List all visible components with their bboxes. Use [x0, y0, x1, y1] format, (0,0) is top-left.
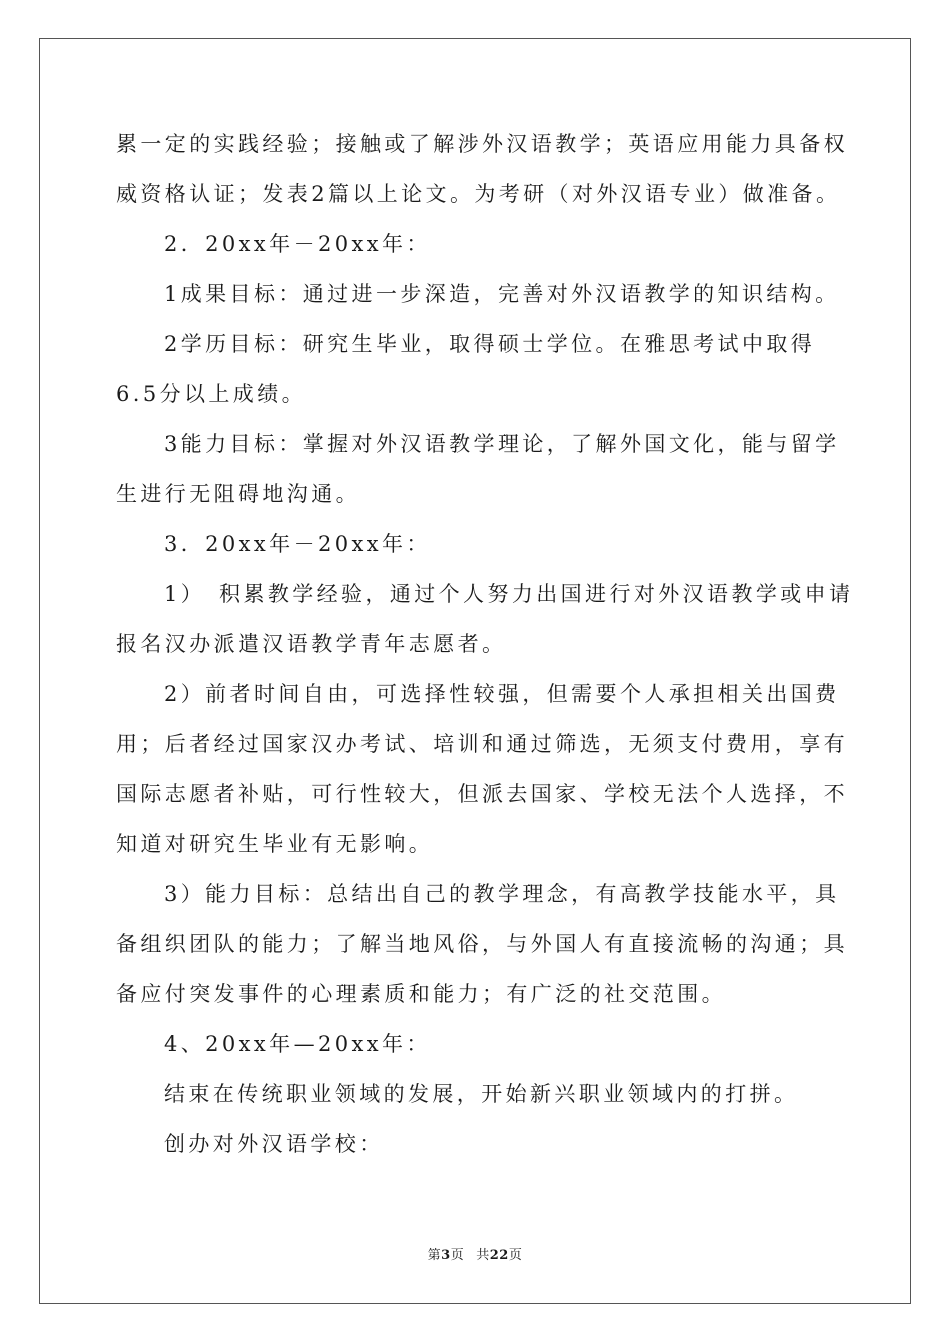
- total-prefix: 共: [476, 1248, 490, 1263]
- text-line: 威资格认证；发表2篇以上论文。为考研（对外汉语专业）做准备。: [116, 182, 841, 206]
- total-unit: 页: [508, 1248, 523, 1263]
- page-footer: [0, 1244, 950, 1263]
- page-prefix: 第: [427, 1248, 442, 1263]
- text-line: 备组织团队的能力；了解当地风俗，与外国人有直接流畅的沟通；具: [116, 932, 848, 956]
- text-line: 知道对研究生毕业有无影响。: [116, 832, 434, 856]
- section-heading: 4、20xx年—20xx年：: [164, 1032, 431, 1056]
- page-total: 22: [489, 1248, 509, 1263]
- text-line: 3能力目标：掌握对外汉语教学理论，了解外国文化，能与留学: [164, 432, 840, 456]
- section-heading: 3．20xx年－20xx年：: [164, 532, 431, 556]
- text-line: 2）前者时间自由，可选择性较强，但需要个人承担相关出国费: [164, 682, 840, 706]
- text-line: 累一定的实践经验；接触或了解涉外汉语教学；英语应用能力具备权: [116, 132, 848, 156]
- text-line: 创办对外汉语学校：: [164, 1132, 384, 1156]
- text-line: 备应付突发事件的心理素质和能力；有广泛的社交范围。: [116, 982, 726, 1006]
- text-line: 6.5分以上成绩。: [116, 382, 306, 406]
- text-line: 生进行无阻碍地沟通。: [116, 482, 360, 506]
- text-line: 结束在传统职业领域的发展，开始新兴职业领域内的打拼。: [164, 1082, 799, 1106]
- section-heading: 2．20xx年－20xx年：: [164, 232, 431, 256]
- text-line: 用；后者经过国家汉办考试、培训和通过筛选，无须支付费用，享有: [116, 732, 848, 756]
- text-line: 2学历目标：研究生毕业，取得硕士学位。在雅思考试中取得: [164, 332, 816, 356]
- text-line: 国际志愿者补贴，可行性较大，但派去国家、学校无法个人选择，不: [116, 782, 848, 806]
- page-unit: 页: [450, 1248, 465, 1263]
- text-line: 3）能力目标：总结出自己的教学理念，有高教学技能水平，具: [164, 882, 840, 906]
- page-current: 3: [441, 1248, 451, 1263]
- text-line: 报名汉办派遣汉语教学青年志愿者。: [116, 632, 507, 656]
- text-line: 1成果目标：通过进一步深造，完善对外汉语教学的知识结构。: [164, 282, 840, 306]
- text-line: 1） 积累教学经验，通过个人努力出国进行对外汉语教学或申请: [164, 582, 854, 606]
